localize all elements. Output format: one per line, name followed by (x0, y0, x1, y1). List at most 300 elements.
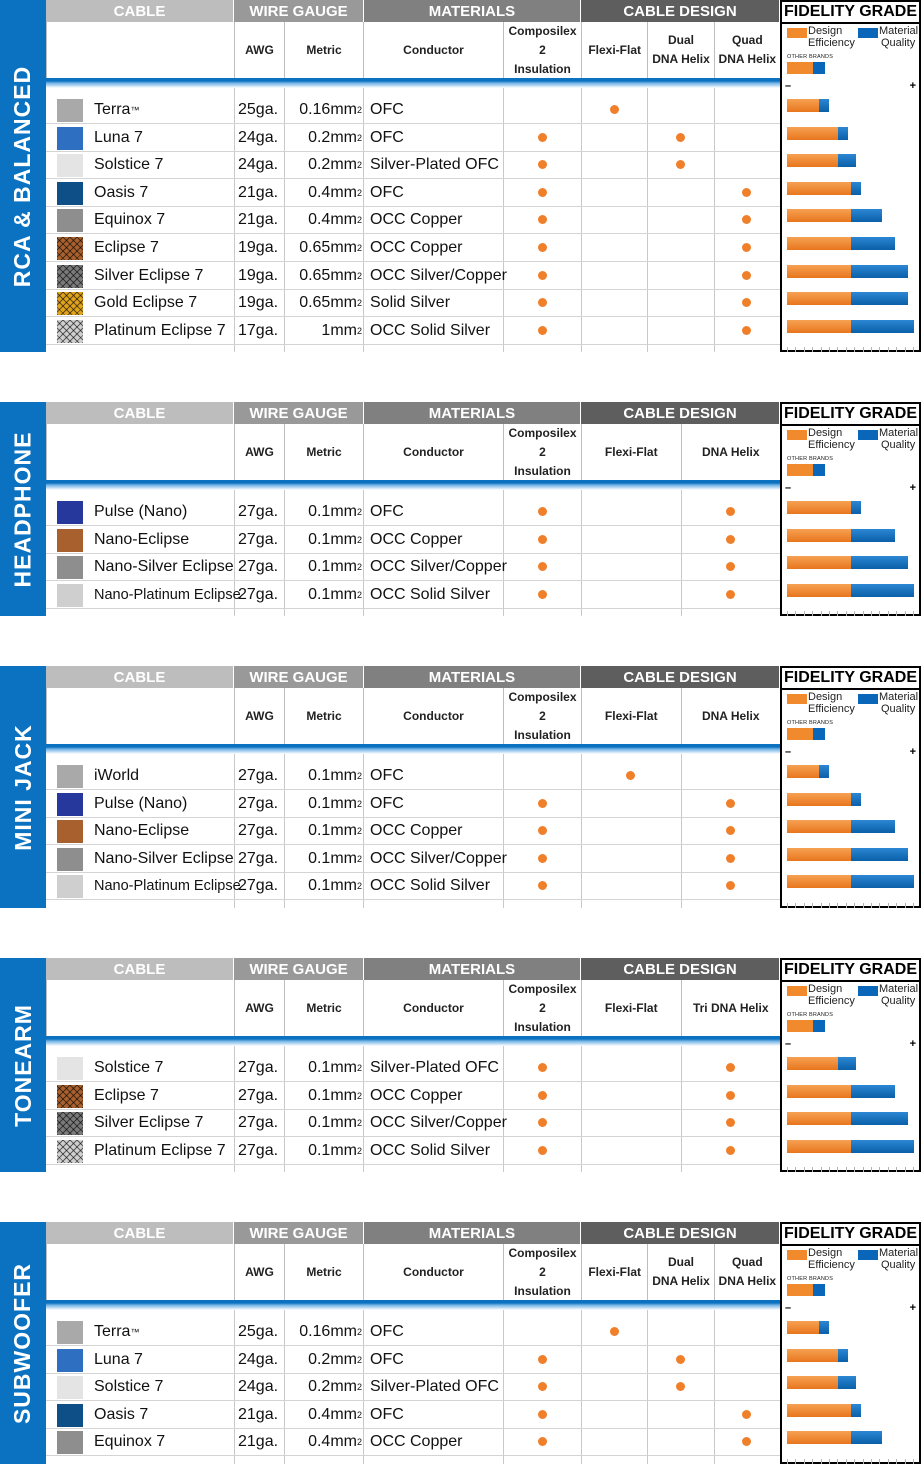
scale-tick (879, 1459, 880, 1464)
cable-swatch (57, 848, 83, 871)
awg-value: 27ga. (238, 1086, 279, 1104)
cable-name-text: Luna 7 (94, 1350, 143, 1368)
insulation-dot (538, 1091, 547, 1100)
scale-tick (871, 1459, 872, 1464)
scale-tick (795, 611, 796, 616)
header-cable-design: CABLE DESIGN (581, 958, 779, 980)
subheader-awg: AWG (234, 22, 284, 78)
design-efficiency-bar (787, 501, 851, 514)
metric-value-text: 0.1mm (308, 530, 357, 548)
scale-tick (896, 1459, 897, 1464)
metric-value: 0.1mm 2 (308, 530, 362, 548)
insulation-line1: Composilex 2 (508, 689, 577, 723)
design-dot (726, 1063, 735, 1072)
header-wire-gauge: WIRE GAUGE (234, 1222, 363, 1244)
design-line2: Efficiency (808, 995, 855, 1007)
scale-tick (795, 1459, 796, 1464)
material-quality-bar (838, 127, 848, 140)
cable-name: Terra ™ (94, 1323, 140, 1340)
insulation-dot (538, 854, 547, 863)
table-row (46, 124, 780, 152)
awg-value: 25ga. (238, 1323, 279, 1340)
metric-value: 0.1mm 2 (308, 1141, 362, 1159)
scale-plus: + (909, 80, 916, 92)
design-efficiency-bar (787, 182, 851, 195)
awg-value: 27ga. (238, 849, 279, 867)
awg-value: 19ga. (238, 266, 279, 284)
cable-name-text: Solstice 7 (94, 1378, 164, 1396)
design-dot (742, 326, 751, 335)
scale-tick (812, 1459, 813, 1464)
material-quality-bar (838, 1376, 856, 1389)
scale-tick (821, 1167, 822, 1172)
insulation-dot (538, 535, 547, 544)
metric-value-text: 0.4mm (308, 1405, 357, 1423)
metric-value: 0.65mm 2 (299, 294, 362, 312)
table-body (46, 88, 780, 352)
design-line2: DNA Helix (652, 52, 710, 66)
insulation-line1: Composilex 2 (508, 23, 577, 57)
awg-value: 17ga. (238, 321, 279, 339)
metric-value: 0.1mm 2 (308, 1114, 362, 1132)
material-quality-bar (851, 793, 861, 806)
metric-value: 0.1mm 2 (308, 794, 362, 812)
design-efficiency-bar (787, 1112, 851, 1125)
awg-value: 27ga. (238, 558, 279, 576)
design-line2: Efficiency (808, 439, 855, 451)
insulation-line2: Insulation (514, 463, 571, 478)
scale-tick (888, 903, 889, 908)
cable-swatch (57, 1321, 83, 1344)
scale-tick (863, 1167, 864, 1172)
cable-swatch (57, 1376, 83, 1399)
subheader-awg: AWG (234, 1244, 284, 1300)
subheader-conductor: Conductor (363, 980, 503, 1036)
cable-name-text: Pulse (Nano) (94, 794, 188, 812)
design-dot (742, 1437, 751, 1446)
material-quality-bar (851, 1404, 861, 1417)
header-fidelity-grade: FIDELITY GRADE (780, 402, 921, 426)
design-efficiency-bar (787, 1140, 851, 1153)
subheader-cable (46, 22, 234, 78)
other-brands-label: OTHER BRANDS (787, 456, 834, 462)
subheader-awg: AWG (234, 980, 284, 1036)
metric-value-text: 0.1mm (308, 767, 357, 784)
material-quality-bar (851, 237, 895, 250)
awg-value: 27ga. (238, 877, 279, 895)
design-label (652, 31, 710, 69)
table-body (46, 754, 780, 908)
cable-swatch (57, 209, 83, 232)
design-efficiency-bar (787, 1404, 851, 1417)
subheader-design-0 (581, 980, 681, 1036)
design-line2: Efficiency (808, 1259, 855, 1271)
header-materials: MATERIALS (364, 0, 580, 22)
design-efficiency-swatch (787, 28, 807, 38)
scale-tick (812, 347, 813, 352)
table-row (46, 262, 780, 290)
scale-tick (829, 347, 830, 352)
header-wire-gauge: WIRE GAUGE (234, 958, 363, 980)
cable-swatch (57, 1431, 83, 1454)
scale-tick (863, 903, 864, 908)
subheader-awg: AWG (234, 424, 284, 480)
metric-value: 0.4mm 2 (308, 211, 362, 229)
design-line2: DNA Helix (652, 1274, 710, 1288)
subheader-conductor: Conductor (363, 1244, 503, 1300)
design-efficiency-bar (787, 1349, 838, 1362)
table-row (46, 234, 780, 262)
conductor-value: OCC Solid Silver (370, 585, 491, 603)
cable-swatch (57, 127, 83, 150)
table-row (46, 1137, 780, 1165)
material-quality-bar (838, 1349, 848, 1362)
cable-swatch (57, 501, 83, 524)
design-dot (726, 854, 735, 863)
scale-tick (879, 1167, 880, 1172)
other-brands-material (813, 62, 825, 74)
awg-value: 25ga. (238, 101, 279, 118)
scale-tick (879, 611, 880, 616)
design-line2: Efficiency (808, 37, 855, 49)
header-wire-gauge: WIRE GAUGE (234, 402, 363, 424)
material-quality-bar (851, 209, 883, 222)
other-brands-label: OTHER BRANDS (787, 54, 834, 60)
scale-tick (871, 1167, 872, 1172)
scale-tick (787, 1459, 788, 1464)
metric-value-text: 0.1mm (308, 877, 357, 895)
table-row (46, 1401, 780, 1429)
design-label (605, 999, 658, 1018)
awg-value: 27ga. (238, 822, 279, 840)
header-cable-design: CABLE DESIGN (581, 0, 779, 22)
subheader-insulation (503, 980, 581, 1036)
metric-value-text: 0.2mm (308, 1378, 357, 1396)
awg-value: 19ga. (238, 239, 279, 256)
header-cable: CABLE (46, 1222, 233, 1244)
scale-tick (854, 611, 855, 616)
material-quality-bar (851, 182, 861, 195)
scale-plus: + (909, 1038, 916, 1050)
subheader-design-2 (714, 1244, 780, 1300)
conductor-value: OCC Copper (370, 239, 463, 256)
fidelity-chart (782, 482, 919, 616)
material-line2: Quality (881, 439, 916, 451)
scale-tick (821, 1459, 822, 1464)
metric-value: 0.65mm 2 (299, 239, 362, 256)
subheader-metric: Metric (284, 980, 363, 1036)
design-line1: Dual (667, 33, 694, 47)
design-efficiency-bar (787, 265, 851, 278)
scale-tick (905, 903, 906, 908)
scale-tick (854, 1167, 855, 1172)
scale-plus: + (909, 746, 916, 758)
metric-value-text: 0.65mm (299, 239, 357, 256)
insulation-dot (538, 507, 547, 516)
section-label (0, 0, 46, 352)
metric-value-text: 0.1mm (308, 558, 357, 576)
cable-name (94, 790, 187, 818)
header-cable: CABLE (46, 958, 233, 980)
design-label (605, 443, 658, 462)
cable-swatch (57, 1404, 83, 1427)
design-dot (676, 1382, 685, 1391)
metric-value: 0.1mm 2 (308, 1086, 362, 1104)
design-dot (626, 771, 635, 780)
cable-swatch (57, 154, 83, 177)
cable-name (94, 1428, 165, 1456)
design-dot (726, 1118, 735, 1127)
cable-name-text: Nano-Silver Eclipse (94, 849, 234, 867)
table-row (46, 1428, 780, 1456)
fidelity-chart (782, 1038, 919, 1172)
conductor-value: OCC Solid Silver (370, 321, 491, 339)
design-line1: Design (808, 427, 843, 439)
design-dot (742, 243, 751, 252)
insulation-label (504, 424, 581, 481)
design-label (605, 707, 658, 726)
subheader-design-1 (681, 688, 781, 744)
cable-name (94, 872, 241, 900)
design-line1: Design (808, 1247, 843, 1259)
cable-name (94, 262, 203, 290)
other-brands-label: OTHER BRANDS (787, 1012, 834, 1018)
metric-value-text: 0.65mm (299, 266, 357, 284)
subheader-awg: AWG (234, 688, 284, 744)
material-line1: Material (879, 25, 919, 37)
awg-value: 21ga. (238, 183, 279, 201)
material-quality-bar (851, 1140, 915, 1153)
fidelity-grade-panel (780, 690, 921, 908)
metric-value: 0.1mm 2 (308, 1059, 362, 1076)
insulation-dot (538, 1118, 547, 1127)
cable-name (94, 1109, 203, 1137)
design-line1: DNA Helix (701, 444, 760, 459)
conductor-value: OCC Copper (370, 211, 463, 229)
design-line1: Tri DNA Helix (692, 1000, 769, 1015)
scale-tick (812, 903, 813, 908)
scale-tick (871, 347, 872, 352)
design-line1: Flexi-Flat (588, 42, 641, 57)
scale-tick (787, 1167, 788, 1172)
cable-name (94, 179, 148, 207)
metric-value: 0.16mm 2 (299, 1323, 362, 1340)
section-label-text: TONEARM (9, 1003, 36, 1127)
cable-name (94, 498, 187, 526)
section-tonearm (0, 958, 921, 1172)
table-row (46, 1109, 780, 1137)
section-headphone (0, 402, 921, 616)
scale-tick (913, 1459, 914, 1464)
material-line1: Material (879, 1247, 919, 1259)
section-label-text: SUBWOOFER (9, 1262, 36, 1424)
scale-tick (804, 903, 805, 908)
cable-name (94, 234, 159, 262)
material-line2: Quality (881, 37, 916, 49)
design-efficiency-bar (787, 320, 851, 333)
metric-value: 0.16mm 2 (299, 101, 362, 118)
material-line2: Quality (881, 995, 916, 1007)
subheader-metric: Metric (284, 22, 363, 78)
scale-tick (863, 611, 864, 616)
cable-name-text: Silver Eclipse 7 (94, 266, 204, 284)
insulation-dot (538, 160, 547, 169)
scale-tick (854, 903, 855, 908)
cable-name-text: Silver Eclipse 7 (94, 1114, 204, 1132)
scale-tick (896, 903, 897, 908)
design-efficiency-bar (787, 237, 851, 250)
scale-tick (795, 347, 796, 352)
header-fidelity-grade: FIDELITY GRADE (780, 0, 921, 24)
insulation-label (504, 22, 581, 79)
metric-value: 0.1mm 2 (308, 767, 362, 784)
design-efficiency-swatch (787, 1250, 807, 1260)
insulation-dot (538, 133, 547, 142)
header-fidelity-grade: FIDELITY GRADE (780, 666, 921, 690)
cable-name-text: Solstice 7 (94, 1059, 164, 1076)
material-quality-bar (819, 1321, 829, 1334)
scale-plus: + (909, 1302, 916, 1314)
material-quality-bar (851, 875, 915, 888)
design-efficiency-bar (787, 1376, 838, 1389)
design-dot (610, 1327, 619, 1336)
metric-value: 0.1mm 2 (308, 877, 362, 895)
material-line1: Material (879, 983, 919, 995)
table-row (46, 289, 780, 317)
metric-value-text: 0.1mm (308, 1086, 357, 1104)
scale-tick (905, 347, 906, 352)
awg-value: 21ga. (238, 1433, 279, 1451)
fidelity-chart (782, 1302, 919, 1464)
cable-swatch (57, 320, 83, 343)
scale-tick (871, 903, 872, 908)
metric-value-text: 0.1mm (308, 849, 357, 867)
subheader-insulation (503, 424, 581, 480)
cable-swatch (57, 1112, 83, 1135)
table-row (46, 817, 780, 845)
header-cable-design: CABLE DESIGN (581, 1222, 779, 1244)
awg-value: 27ga. (238, 1114, 279, 1132)
conductor-value: OFC (370, 794, 404, 812)
conductor-value: Solid Silver (370, 294, 451, 312)
metric-value-text: 0.65mm (299, 294, 357, 312)
cable-name (94, 553, 234, 581)
table-row (46, 1373, 780, 1401)
fidelity-legend (782, 1246, 919, 1302)
subheader-insulation (503, 22, 581, 78)
conductor-value: OFC (370, 767, 404, 784)
metric-value-text: 0.16mm (299, 101, 357, 118)
subheader-design-1 (681, 980, 781, 1036)
material-quality-bar (851, 1112, 908, 1125)
material-quality-bar (819, 765, 829, 778)
design-line1: Flexi-Flat (588, 1264, 641, 1279)
material-quality-bar (851, 320, 915, 333)
metric-value: 0.4mm 2 (308, 1405, 362, 1423)
metric-value-text: 0.4mm (308, 1433, 357, 1451)
cable-name-text: Oasis 7 (94, 1405, 149, 1423)
fidelity-chart (782, 746, 919, 908)
cable-name (94, 1346, 143, 1374)
design-efficiency-bar (787, 154, 838, 167)
metric-value: 0.2mm 2 (308, 128, 362, 146)
scale-tick (888, 1167, 889, 1172)
cable-name (94, 526, 189, 554)
insulation-label (504, 688, 581, 745)
design-efficiency-bar (787, 1321, 819, 1334)
table-row (46, 317, 780, 345)
subheader-design-1 (647, 1244, 713, 1300)
scale-tick (913, 347, 914, 352)
scale-tick (829, 1459, 830, 1464)
insulation-dot (538, 799, 547, 808)
subheader-cable (46, 1244, 234, 1300)
insulation-line1: Composilex 2 (508, 981, 577, 1015)
table-row (46, 1346, 780, 1374)
separator-bar (46, 78, 780, 88)
scale-tick (837, 347, 838, 352)
insulation-dot (538, 243, 547, 252)
scale-tick (863, 1459, 864, 1464)
conductor-value: OCC Silver/Copper (370, 266, 507, 284)
other-brands-material (813, 464, 825, 476)
conductor-value: OCC Copper (370, 822, 463, 840)
subheader-design-0 (581, 1244, 647, 1300)
metric-value: 0.2mm 2 (308, 156, 362, 174)
cable-swatch (57, 875, 83, 898)
cable-name (94, 151, 163, 179)
insulation-dot (538, 562, 547, 571)
design-line1: DNA Helix (701, 708, 760, 723)
section-minijack (0, 666, 921, 908)
material-quality-swatch (858, 430, 878, 440)
scale-tick (837, 903, 838, 908)
metric-value-text: 0.2mm (308, 128, 357, 146)
cable-name-text: Equinox 7 (94, 1433, 166, 1451)
cable-name-text: Nano-Eclipse (94, 530, 190, 548)
scale-minus: – (785, 1302, 792, 1314)
insulation-dot (538, 1146, 547, 1155)
cable-name (94, 124, 143, 152)
fidelity-grade-panel (780, 24, 921, 352)
design-efficiency-bar (787, 793, 851, 806)
conductor-value: Silver-Plated OFC (370, 1059, 499, 1076)
cable-name-text: Nano-Platinum Eclipse (94, 878, 241, 895)
cable-name (94, 289, 197, 317)
scale-minus: – (785, 482, 792, 494)
material-quality-bar (851, 1085, 895, 1098)
design-label (652, 1253, 710, 1291)
material-quality-bar (851, 1431, 883, 1444)
separator-bar (46, 1300, 780, 1310)
cable-name-text: Gold Eclipse 7 (94, 294, 198, 312)
scale-tick (879, 347, 880, 352)
awg-value: 27ga. (238, 585, 279, 603)
other-brands-label: OTHER BRANDS (787, 1276, 834, 1282)
table-row (46, 1082, 780, 1110)
scale-tick (888, 347, 889, 352)
metric-value-text: 0.4mm (308, 183, 357, 201)
awg-value: 24ga. (238, 1378, 279, 1396)
material-line2: Quality (881, 1259, 916, 1271)
cable-name: Terra ™ (94, 101, 140, 118)
section-label (0, 402, 46, 616)
awg-value: 19ga. (238, 294, 279, 312)
scale-tick (804, 347, 805, 352)
other-brands-material (813, 728, 825, 740)
metric-value: 0.1mm 2 (308, 503, 362, 520)
scale-tick (829, 611, 830, 616)
